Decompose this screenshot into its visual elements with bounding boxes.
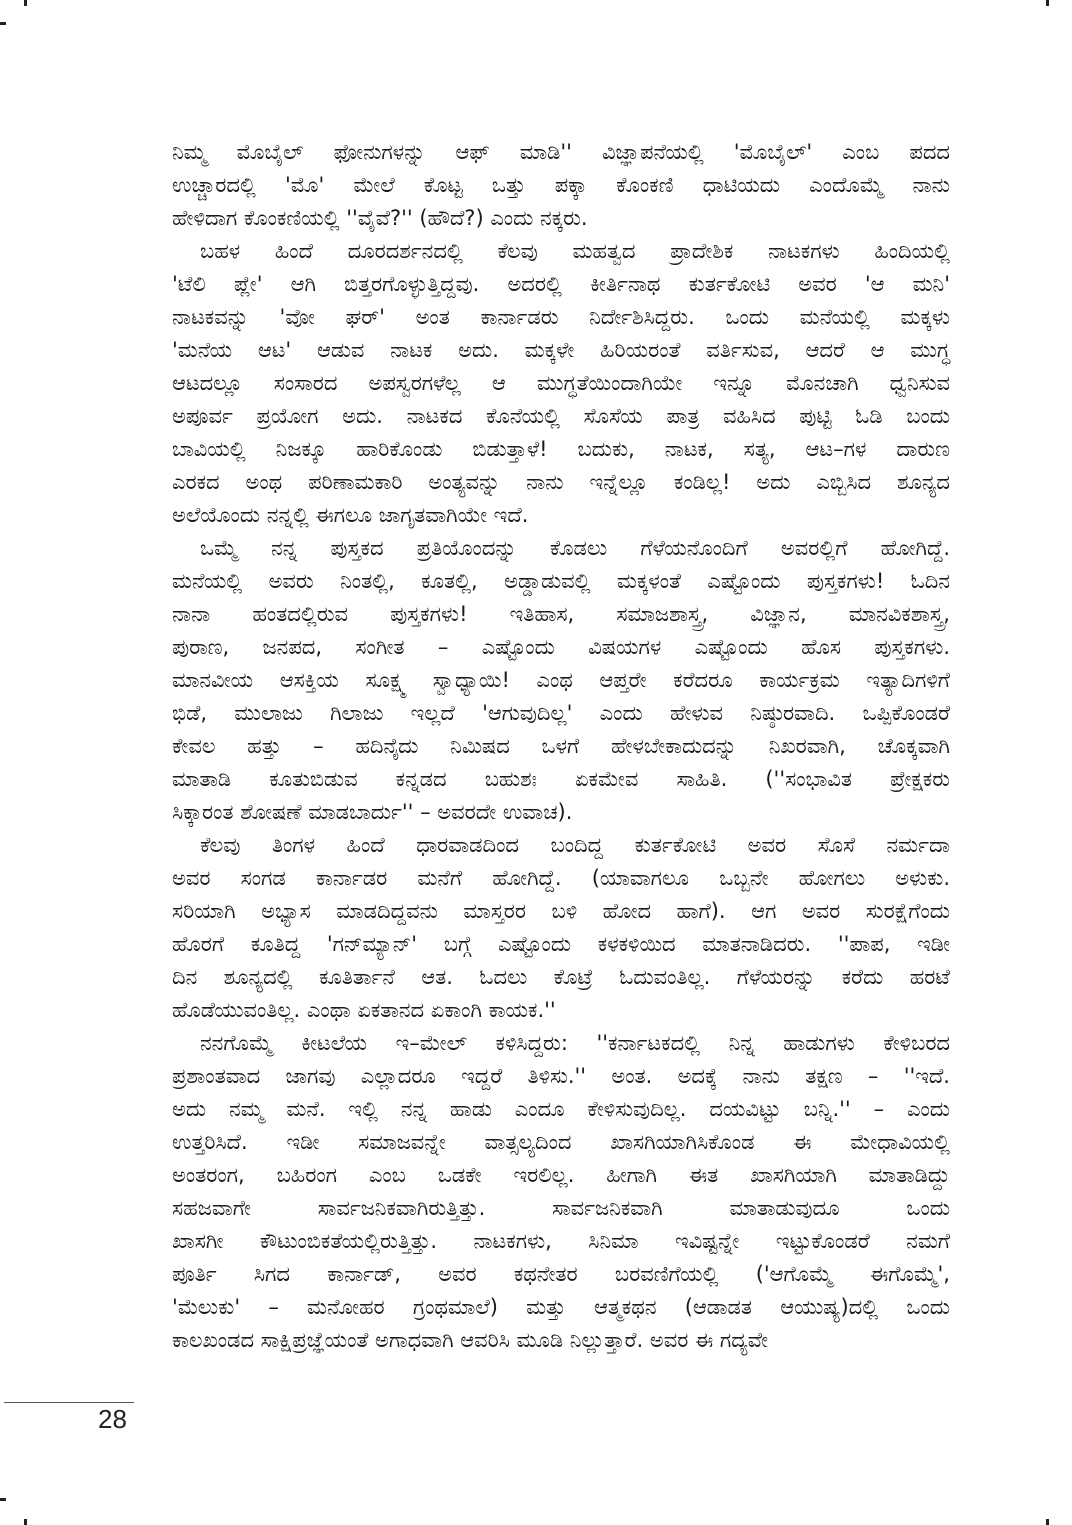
page-number: 28 <box>98 1404 127 1434</box>
text-line: ಎರಕದ ಅಂಥ ಪರಿಣಾಮಕಾರಿ ಅಂತ್ಯವನ್ನು ನಾನು ಇನ್ನೆಲ್ಲೂ ಕಂಡಿಲ್ಲ! ಅದು ಎಬ್ಬಿಸಿದ ಶೂನ್ಯದ <box>172 470 950 494</box>
text-line: ಆಟದಲ್ಲೂ ಸಂಸಾರದ ಅಪಸ್ವರಗಳೆಲ್ಲ ಆ ಮುಗ್ಧತೆಯಿಂದಾಗಿಯೇ ಇನ್ನೂ ಮೊನಚಾಗಿ ಧ್ವನಿಸುವ <box>172 371 950 395</box>
text-line: ಉಚ್ಚಾರದಲ್ಲಿ 'ಮೊ' ಮೇಲೆ ಕೊಟ್ಟ ಒತ್ತು ಪಕ್ಕಾ ಕೊಂಕಣಿ ಧಾಟಿಯದು ಎಂದೊಮ್ಮೆ ನಾನು <box>172 173 950 197</box>
text-line: ಬಹಳ ಹಿಂದೆ ದೂರದರ್ಶನದಲ್ಲಿ ಕೆಲವು ಮಹತ್ವದ ಪ್ರಾದೇಶಿಕ ನಾಟಕಗಳು ಹಿಂದಿಯಲ್ಲಿ <box>200 239 950 263</box>
paragraph <box>172 829 950 1027</box>
text-line: ಅಪೂರ್ವ ಪ್ರಯೋಗ ಅದು. ನಾಟಕದ ಕೊನೆಯಲ್ಲಿ ಸೊಸೆಯ ಪಾತ್ರ ವಹಿಸಿದ ಪುಟ್ಟಿ ಓಡಿ ಬಂದು <box>172 404 950 428</box>
text-line: ಕಾಲಖಂಡದ ಸಾಕ್ಷಿಪ್ರಜ್ಞೆಯಂತೆ ಅಗಾಧವಾಗಿ ಆವರಿಸಿ ಮೂಡಿ ನಿಲ್ಲುತ್ತಾರೆ. ಅವರ ಈ ಗದ್ಯವೇ <box>172 1328 769 1352</box>
crop-mark-bottom-right <box>1046 1519 1049 1525</box>
paragraph <box>172 235 950 532</box>
text-line: ಪ್ರಶಾಂತವಾದ ಜಾಗವು ಎಲ್ಲಾದರೂ ಇದ್ದರೆ ತಿಳಿಸು.'' ಅಂತ. ಅದಕ್ಕೆ ನಾನು ತಕ್ಷಣ – ''ಇದೆ. <box>172 1064 950 1088</box>
text-line: ಉತ್ತರಿಸಿದೆ. ಇಡೀ ಸಮಾಜವನ್ನೇ ವಾತ್ಸಲ್ಯದಿಂದ ಖಾಸಗಿಯಾಗಿಸಿಕೊಂಡ ಈ ಮೇಧಾವಿಯಲ್ಲಿ <box>172 1130 950 1154</box>
text-line: ಹೊರಗೆ ಕೂತಿದ್ದ 'ಗನ್‌ಮ್ಯಾನ್' ಬಗ್ಗೆ ಎಷ್ಟೊಂದು ಕಳಕಳಿಯಿದ ಮಾತನಾಡಿದರು. ''ಪಾಪ, ಇಡೀ <box>172 932 950 956</box>
text-line: ಸಿಕ್ಕಾರಂತ ಶೋಷಣೆ ಮಾಡಬಾರ್ದು'' – ಅವರದೇ ಉವಾಚ). <box>172 800 573 824</box>
text-line: ಪುರಾಣ, ಜನಪದ, ಸಂಗೀತ – ಎಷ್ಟೊಂದು ವಿಷಯಗಳ ಎಷ್ಟೊಂದು ಹೊಸ ಪುಸ್ತಕಗಳು. <box>172 635 950 659</box>
text-line: ಬಾವಿಯಲ್ಲಿ ನಿಜಕ್ಕೂ ಹಾರಿಕೊಂಡು ಬಿಡುತ್ತಾಳೆ! ಬದುಕು, ನಾಟಕ, ಸತ್ಯ, ಆಟ–ಗಳ ದಾರುಣ <box>172 437 950 461</box>
paragraph <box>172 136 950 235</box>
text-line: ನನಗೊಮ್ಮೆ ಕೀಟಲೆಯ ಇ–ಮೇಲ್ ಕಳಿಸಿದ್ದರು: ''ಕರ್ನಾಟಕದಲ್ಲಿ ನಿನ್ನ ಹಾಡುಗಳು ಕೇಳಿಬರದ <box>200 1031 950 1055</box>
paragraph <box>172 1027 950 1357</box>
text-line: 'ಟೆಲಿ ಪ್ಲೇ' ಆಗಿ ಬಿತ್ತರಗೊಳ್ಳುತ್ತಿದ್ದವು. ಅದರಲ್ಲಿ ಕೀರ್ತಿನಾಥ ಕುರ್ತಕೋಟಿ ಅವರ 'ಆ ಮನಿ' <box>172 272 950 296</box>
text-line: ದಿನ ಶೂನ್ಯದಲ್ಲಿ ಕೂತಿರ್ತಾನೆ ಆತ. ಓದಲು ಕೊಟ್ರೆ ಓದುವಂತಿಲ್ಲ. ಗೆಳೆಯರನ್ನು ಕರೆದು ಹರಟೆ <box>172 965 950 989</box>
text-line: ಮಾನವೀಯ ಆಸಕ್ತಿಯ ಸೂಕ್ಷ್ಮ ಸ್ವಾಧ್ಯಾಯಿ! ಎಂಥ ಆಪ್ತರೇ ಕರೆದರೂ ಕಾರ್ಯಕ್ರಮ ಇತ್ಯಾದಿಗಳಿಗೆ <box>172 668 950 692</box>
text-line: ನಾನಾ ಹಂತದಲ್ಲಿರುವ ಪುಸ್ತಕಗಳು! ಇತಿಹಾಸ, ಸಮಾಜಶಾಸ್ತ್ರ, ವಿಜ್ಞಾನ, ಮಾನವಿಕಶಾಸ್ತ್ರ, <box>172 602 950 626</box>
text-line: 'ಮೆಲುಕು' – ಮನೋಹರ ಗ್ರಂಥಮಾಲೆ) ಮತ್ತು ಆತ್ಮಕಥನ (ಆಡಾಡತ ಆಯುಷ್ಯ)ದಲ್ಲಿ ಒಂದು <box>172 1295 950 1319</box>
text-line: ಒಮ್ಮೆ ನನ್ನ ಪುಸ್ತಕದ ಪ್ರತಿಯೊಂದನ್ನು ಕೊಡಲು ಗೆಳೆಯನೊಂದಿಗೆ ಅವರಲ್ಲಿಗೆ ಹೋಗಿದ್ದೆ. <box>200 536 950 560</box>
text-line: ಮನೆಯಲ್ಲಿ ಅವರು ನಿಂತಲ್ಲಿ, ಕೂತಲ್ಲಿ, ಅಡ್ಡಾಡುವಲ್ಲಿ ಮಕ್ಕಳಂತೆ ಎಷ್ಟೊಂದು ಪುಸ್ತಕಗಳು! ಓದಿನ <box>172 569 950 593</box>
crop-mark-top-right <box>1046 0 1049 6</box>
text-line: ಅಲೆಯೊಂದು ನನ್ನಲ್ಲಿ ಈಗಲೂ ಜಾಗೃತವಾಗಿಯೇ ಇದೆ. <box>172 503 529 527</box>
body-text <box>172 136 950 1357</box>
text-line: ನಿಮ್ಮ ಮೊಬೈಲ್ ಫೋನುಗಳನ್ನು ಆಫ್ ಮಾಡಿ'' ವಿಜ್ಞಾಪನೆಯಲ್ಲಿ 'ಮೊಬೈಲ್' ಎಂಬ ಪದದ <box>172 140 950 164</box>
footer-rule <box>4 1402 134 1403</box>
text-line: ಅದು ನಮ್ಮ ಮನೆ. ಇಲ್ಲಿ ನನ್ನ ಹಾಡು ಎಂದೂ ಕೇಳಿಸುವುದಿಲ್ಲ. ದಯವಿಟ್ಟು ಬನ್ನಿ.'' – ಎಂದು <box>172 1097 950 1121</box>
text-line: ಮಾತಾಡಿ ಕೂತುಬಿಡುವ ಕನ್ನಡದ ಬಹುಶಃ ಏಕಮೇವ ಸಾಹಿತಿ. (''ಸಂಭಾವಿತ ಪ್ರೇಕ್ಷಕರು <box>172 767 950 791</box>
paragraph <box>172 532 950 829</box>
text-line: ಖಾಸಗೀ ಕೌಟುಂಬಿಕತೆಯಲ್ಲಿರುತ್ತಿತ್ತು. ನಾಟಕಗಳು, ಸಿನಿಮಾ ಇವಿಷ್ಟನ್ನೇ ಇಟ್ಟುಕೊಂಡರೆ ನಮಗೆ <box>172 1229 950 1253</box>
text-line: ಕೇವಲ ಹತ್ತು – ಹದಿನೈದು ನಿಮಿಷದ ಒಳಗೆ ಹೇಳಬೇಕಾದುದನ್ನು ನಿಖರವಾಗಿ, ಚೊಕ್ಕವಾಗಿ <box>172 734 950 758</box>
text-line: ಸರಿಯಾಗಿ ಅಭ್ಯಾಸ ಮಾಡದಿದ್ದವನು ಮಾಸ್ತರರ ಬಳಿ ಹೋದ ಹಾಗೆ). ಆಗ ಅವರ ಸುರಕ್ಷೆಗೆಂದು <box>172 899 950 923</box>
text-line: ಕೆಲವು ತಿಂಗಳ ಹಿಂದೆ ಧಾರವಾಡದಿಂದ ಬಂದಿದ್ದ ಕುರ್ತಕೋಟಿ ಅವರ ಸೊಸೆ ನರ್ಮದಾ <box>200 833 950 857</box>
text-line: ಹೊಡೆಯುವಂತಿಲ್ಲ. ಎಂಥಾ ಏಕತಾನದ ಏಕಾಂಗಿ ಕಾಯಕ.'' <box>172 998 556 1022</box>
crop-mark-bottom-left <box>24 1519 27 1525</box>
text-line: 'ಮನೆಯ ಆಟ' ಆಡುವ ನಾಟಕ ಅದು. ಮಕ್ಕಳೇ ಹಿರಿಯರಂತೆ ವರ್ತಿಸುವ, ಆದರೆ ಆ ಮುಗ್ಧ <box>172 338 950 362</box>
text-line: ಅವರ ಸಂಗಡ ಕಾರ್ನಾಡರ ಮನೆಗೆ ಹೋಗಿದ್ದೆ. (ಯಾವಾಗಲೂ ಒಬ್ಬನೇ ಹೋಗಲು ಅಳುಕು. <box>172 866 950 890</box>
text-line: ಸಹಜವಾಗೇ ಸಾರ್ವಜನಿಕವಾಗಿರುತ್ತಿತ್ತು. ಸಾರ್ವಜನಿಕವಾಗಿ ಮಾತಾಡುವುದೂ ಒಂದು <box>172 1196 950 1220</box>
text-line: ನಾಟಕವನ್ನು 'ವೋ ಘರ್' ಅಂತ ಕಾರ್ನಾಡರು ನಿರ್ದೇಶಿಸಿದ್ದರು. ಒಂದು ಮನೆಯಲ್ಲಿ ಮಕ್ಕಳು <box>172 305 950 329</box>
crop-mark-left-upper <box>0 22 6 25</box>
text-line: ಅಂತರಂಗ, ಬಹಿರಂಗ ಎಂಬ ಒಡಕೇ ಇರಲಿಲ್ಲ. ಹೀಗಾಗಿ ಈತ ಖಾಸಗಿಯಾಗಿ ಮಾತಾಡಿದ್ದು <box>172 1163 950 1187</box>
crop-mark-top-left <box>24 0 27 6</box>
text-line: ಹೇಳಿದಾಗ ಕೊಂಕಣಿಯಲ್ಲಿ ''ವೈವೆ?'' (ಹೌದೆ?) ಎಂದು ನಕ್ಕರು. <box>172 206 588 230</box>
text-line: ಭಿಡೆ, ಮುಲಾಜು ಗಿಲಾಜು ಇಲ್ಲದೆ 'ಆಗುವುದಿಲ್ಲ' ಎಂದು ಹೇಳುವ ನಿಷ್ಠುರವಾದಿ. ಒಪ್ಪಿಕೊಂಡರೆ <box>172 701 950 725</box>
crop-mark-left-lower <box>0 1498 6 1501</box>
text-line: ಪೂರ್ತಿ ಸಿಗದ ಕಾರ್ನಾಡ್, ಅವರ ಕಥನೇತರ ಬರವಣಿಗೆಯಲ್ಲಿ ('ಆಗೊಮ್ಮೆ ಈಗೊಮ್ಮೆ', <box>172 1262 950 1286</box>
